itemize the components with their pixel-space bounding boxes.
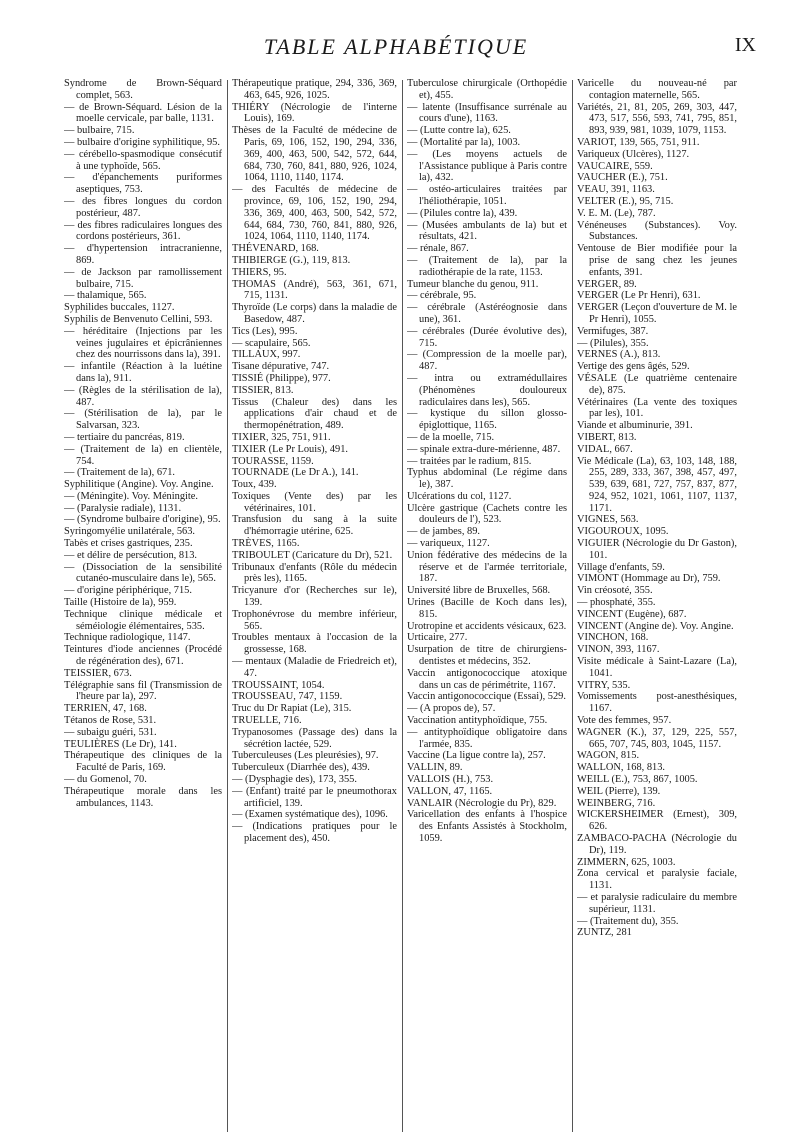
index-entry: Taille (Histoire de la), 959. bbox=[64, 597, 177, 609]
index-entry: VEAU, 391, 1163. bbox=[577, 184, 655, 196]
index-entry: Tissus (Chaleur des) dans les applications d'air chaud et de thermopénétration, 489. bbox=[232, 396, 397, 432]
index-entry: TERRIEN, 47, 168. bbox=[64, 703, 147, 715]
index-entry: — et paralysie radiculaire du membre supérieur, 1131. bbox=[577, 891, 737, 915]
index-entry: — (Mortalité par la), 1003. bbox=[407, 136, 521, 148]
index-entry: TROUSSAINT, 1054. bbox=[232, 679, 325, 691]
index-entry: TIXIER, 325, 751, 911. bbox=[232, 431, 331, 443]
index-entry: — des Facultés de médecine de province, 69, 106, 152, 190, 294, 336, 369, 400, 463, 500, 542, 572, 644, 684, 730, 760, 841, 880, 926, 1024, 1064, 1110, 1140, 1174. bbox=[232, 184, 397, 243]
page-header bbox=[64, 30, 756, 70]
index-entry: — (Examen systématique des), 1096. bbox=[232, 809, 388, 821]
index-entry: — (Musées ambulants de la) but et résultats, 421. bbox=[407, 219, 567, 243]
index-entry: VALLIN, 89. bbox=[407, 762, 463, 774]
index-entry: — bulbaire d'origine syphilitique, 95. bbox=[64, 136, 220, 148]
index-entry: Université libre de Bruxelles, 568. bbox=[407, 585, 551, 597]
index-entry: Vin créosoté, 355. bbox=[577, 585, 653, 597]
index-entry: Ulcérations du col, 1127. bbox=[407, 490, 512, 502]
index-entry: Tuberculeux (Diarrhée des), 439. bbox=[232, 762, 370, 774]
index-entry: V. E. M. (Le), 787. bbox=[577, 207, 656, 219]
index-entry: — de jambes, 89. bbox=[407, 526, 481, 538]
index-entry: — d'épanchements puriformes aseptiques, 753. bbox=[64, 172, 222, 196]
index-entry: Thyroïde (Le corps) dans la maladie de Basedow, 487. bbox=[232, 302, 397, 325]
index-column-1 bbox=[64, 78, 222, 1138]
index-entry: Urines (Bacille de Koch dans les), 815. bbox=[407, 597, 567, 620]
index-entry: Ventouse de Bier modifiée pour la prise de sang chez les jeunes enfants, 391. bbox=[577, 243, 737, 278]
index-entry: — (Pilules contre la), 439. bbox=[407, 207, 518, 219]
index-entry: — cérébrales (Durée évolutive des), 715. bbox=[407, 325, 567, 349]
index-entry: VARIOT, 139, 565, 751, 911. bbox=[577, 136, 700, 148]
index-entry: Visite médicale à Saint-Lazare (La), 1041. bbox=[577, 656, 737, 679]
index-entry: TISSIER, 813. bbox=[232, 384, 294, 396]
index-entry: Syphilis de Benvenuto Cellini, 593. bbox=[64, 313, 213, 325]
index-entry: THÉVENARD, 168. bbox=[232, 243, 319, 255]
index-entry: Variqueux (Ulcères), 1127. bbox=[577, 148, 690, 160]
index-entry: — scapulaire, 565. bbox=[232, 337, 311, 349]
index-entry: — de la moelle, 715. bbox=[407, 431, 495, 443]
index-entry: Vétérinaires (La vente des toxiques par les), 101. bbox=[577, 396, 737, 420]
index-entry: Transfusion du sang à la suite d'hémorragie utérine, 625. bbox=[232, 514, 397, 538]
index-entry: Tricyanure d'or (Recherches sur le), 139. bbox=[232, 585, 397, 609]
index-entry: — de Brown-Séquard. Lésion de la moelle cervicale, par balle, 1131. bbox=[64, 101, 222, 125]
index-entry: WEILL (E.), 753, 867, 1005. bbox=[577, 774, 698, 786]
index-entry: Syphilitique (Angine). Voy. Angine. bbox=[64, 479, 214, 491]
index-entry: Trypanosomes (Passage des) dans la sécrétion lactée, 529. bbox=[232, 726, 397, 750]
index-entry: Teintures d'iode anciennes (Procédé de régénération des), 671. bbox=[64, 644, 222, 668]
index-entry: Télégraphie sans fil (Transmission de l'heure par la), 297. bbox=[64, 679, 222, 703]
index-entry: Technique radiologique, 1147. bbox=[64, 632, 191, 644]
index-entry: VIGUIER (Nécrologie du Dr Gaston), 101. bbox=[577, 538, 737, 561]
index-entry: WAGNER (K.), 37, 129, 225, 557, 665, 707, 745, 803, 1045, 1157. bbox=[577, 726, 737, 750]
index-entry: THOMAS (André), 563, 361, 671, 715, 1131. bbox=[232, 278, 397, 302]
index-entry: Vote des femmes, 957. bbox=[577, 715, 672, 727]
index-entry: — traitées par le radium, 815. bbox=[407, 455, 532, 467]
index-entry: Troubles mentaux à l'occasion de la grossesse, 168. bbox=[232, 632, 397, 656]
index-entry: — (Paralysie radiale), 1131. bbox=[64, 502, 182, 514]
index-entry: TEISSIER, 673. bbox=[64, 667, 132, 679]
index-entry: Vaccination antityphoïdique, 755. bbox=[407, 715, 548, 727]
index-entry: Varicellation des enfants à l'hospice des Enfants Assistés à Stockholm, 1059. bbox=[407, 809, 567, 844]
index-column-4 bbox=[577, 78, 737, 1138]
column-rule bbox=[402, 80, 403, 1132]
index-entry: — (Lutte contre la), 625. bbox=[407, 125, 511, 137]
index-entry: Vaccin antigonococcique atoxique dans un cas de périmétrite, 1167. bbox=[407, 667, 567, 691]
index-entry: — ostéo-articulaires traitées par l'héliothérapie, 1051. bbox=[407, 184, 567, 207]
index-entry: TROUSSEAU, 747, 1159. bbox=[232, 691, 343, 703]
index-entry: — (Dysphagie des), 173, 355. bbox=[232, 774, 357, 786]
index-entry: — (Règles de la stérilisation de la), 487. bbox=[64, 384, 222, 408]
index-entry: TRUELLE, 716. bbox=[232, 715, 302, 727]
index-entry: VANLAIR (Nécrologie du Pr), 829. bbox=[407, 797, 557, 809]
index-entry: — et délire de persécution, 813. bbox=[64, 549, 198, 561]
index-entry: VAUCAIRE, 559. bbox=[577, 160, 653, 172]
index-entry: VÉSALE (Le quatrième centenaire de), 875. bbox=[577, 372, 737, 396]
index-entry: TIXIER (Le Pr Louis), 491. bbox=[232, 443, 349, 455]
index-entry: WALLON, 168, 813. bbox=[577, 762, 666, 774]
index-entry: Vie Médicale (La), 63, 103, 148, 188, 255, 289, 333, 367, 398, 457, 497, 539, 639, 681, 727, 757, 837, 877, 924, 952, 1021, 1061, 1107, 1137, 1171. bbox=[577, 455, 737, 514]
index-entry: Toxiques (Vente des) par les vétérinaires, 101. bbox=[232, 490, 397, 514]
index-entry: — (Traitement de la) en clientèle, 754. bbox=[64, 443, 222, 467]
index-column-2 bbox=[232, 78, 397, 1138]
index-entry: — (Traitement de la), 671. bbox=[64, 467, 176, 479]
index-entry: Syringomyélie unilatérale, 563. bbox=[64, 526, 196, 538]
index-entry: Toux, 439. bbox=[232, 479, 277, 491]
index-entry: — intra ou extramédullaires (Phénomènes douloureux radiculaires dans les), 565. bbox=[407, 372, 567, 408]
index-entry: VIBERT, 813. bbox=[577, 431, 637, 443]
page-number: IX bbox=[734, 34, 756, 56]
index-entry: — de Jackson par ramollissement bulbaire, 715. bbox=[64, 266, 222, 290]
index-entry: — variqueux, 1127. bbox=[407, 538, 490, 550]
index-entry: — (Traitement du), 355. bbox=[577, 915, 679, 927]
index-column-3 bbox=[407, 78, 567, 1138]
index-entry: VELTER (E.), 95, 715. bbox=[577, 195, 674, 207]
index-entry: TOURASSE, 1159. bbox=[232, 455, 314, 467]
index-entry: — antityphoïdique obligatoire dans l'armée, 835. bbox=[407, 726, 567, 750]
index-entry: Tétanos de Rose, 531. bbox=[64, 715, 157, 727]
index-entry: ZAMBACO-PACHA (Nécrologie du Dr), 119. bbox=[577, 833, 737, 856]
index-entry: THIERS, 95. bbox=[232, 266, 287, 278]
index-entry: Typhus abdominal (Le régime dans le), 387. bbox=[407, 467, 567, 491]
index-entry: — spinale extra-dure-mérienne, 487. bbox=[407, 443, 561, 455]
index-entry: WAGON, 815. bbox=[577, 750, 640, 762]
index-entry: VINCHON, 168. bbox=[577, 632, 649, 644]
index-entry: Syphilides buccales, 1127. bbox=[64, 302, 175, 314]
index-entry: TOURNADE (Le Dr A.), 141. bbox=[232, 467, 359, 479]
index-entry: — mentaux (Maladie de Friedreich et), 47. bbox=[232, 656, 397, 679]
index-entry: Ulcère gastrique (Cachets contre les douleurs de l'), 523. bbox=[407, 502, 567, 526]
index-entry: — tertiaire du pancréas, 819. bbox=[64, 431, 185, 443]
index-entry: Thérapeutique des cliniques de la Faculté de Paris, 169. bbox=[64, 750, 222, 774]
index-entry: — (Enfant) traité par le pneumothorax artificiel, 139. bbox=[232, 785, 397, 809]
index-entry: Tribunaux d'enfants (Rôle du médecin près les), 1165. bbox=[232, 561, 397, 585]
index-entry: Usurpation de titre de chirurgiens-dentistes et médecins, 352. bbox=[407, 644, 567, 668]
index-entry: Truc du Dr Rapiat (Le), 315. bbox=[232, 703, 352, 715]
index-entry: ZUNTZ, 281 bbox=[577, 927, 632, 939]
index-entry: VALLON, 47, 1165. bbox=[407, 785, 493, 797]
index-entry: — infantile (Réaction à la luétine dans la), 911. bbox=[64, 361, 222, 384]
index-entry: — kystique du sillon glosso-épiglottique, 1165. bbox=[407, 408, 567, 432]
index-entry: — thalamique, 565. bbox=[64, 290, 147, 302]
index-entry: Urticaire, 277. bbox=[407, 632, 468, 644]
index-entry: Vertige des gens âgés, 529. bbox=[577, 361, 690, 373]
index-entry: — (Syndrome bulbaire d'origine), 95. bbox=[64, 514, 221, 526]
index-entry: Tabès et crises gastriques, 235. bbox=[64, 538, 193, 550]
index-entry: Thèses de la Faculté de médecine de Paris, 69, 106, 152, 190, 294, 336, 369, 400, 463, 500, 542, 572, 644, 684, 730, 760, 841, 880, 926, 1024, 1064, 1110, 1140, 1174. bbox=[232, 125, 397, 184]
index-entry: THIÉRY (Nécrologie de l'interne Louis), 169. bbox=[232, 101, 397, 125]
index-entry: TRÈVES, 1165. bbox=[232, 538, 300, 550]
index-entry: — cérébrale (Astéréognosie dans une), 361. bbox=[407, 302, 567, 325]
index-entry: Tisane dépurative, 747. bbox=[232, 361, 330, 373]
index-entry: VERGER, 89. bbox=[577, 278, 637, 290]
index-entry: VIGNES, 563. bbox=[577, 514, 639, 526]
index-entry: VIMONT (Hommage au Dr), 759. bbox=[577, 573, 721, 585]
index-entry: TILLAUX, 997. bbox=[232, 349, 301, 361]
index-entry: Vermifuges, 387. bbox=[577, 325, 649, 337]
index-entry: — phosphaté, 355. bbox=[577, 597, 656, 609]
index-entry: WEIL (Pierre), 139. bbox=[577, 785, 661, 797]
index-entry: VERGER (Le Pr Henri), 631. bbox=[577, 290, 701, 302]
index-entry: — (Les moyens actuels de l'Assistance publique à Paris contre la), 432. bbox=[407, 148, 567, 184]
index-entry: VINCENT (Angine de). Voy. Angine. bbox=[577, 620, 734, 632]
index-entry: — latente (Insuffisance surrénale au cours d'une), 1163. bbox=[407, 101, 567, 125]
index-entry: — (Indications pratiques pour le placement des), 450. bbox=[232, 821, 397, 844]
index-entry: — bulbaire, 715. bbox=[64, 125, 135, 137]
index-entry: — des fibres radiculaires longues des cordons postérieurs, 361. bbox=[64, 219, 222, 243]
index-entry: Syndrome de Brown-Séquard complet, 563. bbox=[64, 78, 222, 101]
index-entry: — (Stérilisation de la), par le Salvarsan, 323. bbox=[64, 408, 222, 432]
index-entry: — du Gomenol, 70. bbox=[64, 774, 147, 786]
index-entry: Variétés, 21, 81, 205, 269, 303, 447, 473, 517, 556, 593, 741, 795, 851, 893, 939, 981, 1039, 1079, 1153. bbox=[577, 101, 737, 137]
index-entry: Tics (Les), 995. bbox=[232, 325, 298, 337]
index-entry: ZIMMERN, 625, 1003. bbox=[577, 856, 676, 868]
column-rule bbox=[572, 80, 573, 1132]
index-entry: — (Pilules), 355. bbox=[577, 337, 649, 349]
index-entry: Vomissements post-anesthésiques, 1167. bbox=[577, 691, 737, 715]
index-entry: Technique clinique médicale et séméiologie élémentaires, 535. bbox=[64, 608, 222, 632]
index-entry: Vaccine (La ligue contre la), 257. bbox=[407, 750, 546, 762]
index-entry: Union fédérative des médecins de la réserve et de l'armée territoriale, 187. bbox=[407, 549, 567, 585]
index-entry: — (Dissociation de la sensibilité cutanéo-musculaire dans le), 565. bbox=[64, 561, 222, 585]
index-entry: Viande et albuminurie, 391. bbox=[577, 420, 693, 432]
index-entry: TISSIÉ (Philippe), 977. bbox=[232, 372, 331, 384]
index-entry: — héréditaire (Injections par les veines jugulaires et épicrâniennes chez des nourrissons dans la), 391. bbox=[64, 325, 222, 361]
index-entry: — d'hypertension intracranienne, 869. bbox=[64, 243, 222, 266]
index-entry: — des fibres longues du cordon postérieur, 487. bbox=[64, 195, 222, 219]
index-entry: — (Compression de la moelle par), 487. bbox=[407, 349, 567, 373]
column-rule bbox=[227, 80, 228, 1132]
index-entry: VERGER (Leçon d'ouverture de M. le Pr Henri), 1055. bbox=[577, 302, 737, 325]
index-entry: — d'origine périphérique, 715. bbox=[64, 585, 192, 597]
index-entry: Thérapeutique pratique, 294, 336, 369, 463, 645, 926, 1025. bbox=[232, 78, 397, 101]
index-entry: VINCENT (Eugène), 687. bbox=[577, 608, 687, 620]
index-entry: THIBIERGE (G.), 119, 813. bbox=[232, 254, 351, 266]
index-entry: Village d'enfants, 59. bbox=[577, 561, 665, 573]
index-entry: VITRY, 535. bbox=[577, 679, 631, 691]
index-columns bbox=[64, 78, 776, 1138]
index-entry: — subaigu guéri, 531. bbox=[64, 726, 157, 738]
index-entry: — (Méningite). Voy. Méningite. bbox=[64, 490, 199, 502]
index-entry: Tuberculose chirurgicale (Orthopédie et), 455. bbox=[407, 78, 567, 101]
index-entry: Varicelle du nouveau-né par contagion maternelle, 565. bbox=[577, 78, 737, 101]
index-entry: Vénéneuses (Substances). Voy. Substances. bbox=[577, 219, 737, 243]
index-entry: Zona cervical et paralysie faciale, 1131. bbox=[577, 868, 737, 892]
index-entry: — (A propos de), 57. bbox=[407, 703, 496, 715]
page-title: TABLE ALPHABÉTIQUE bbox=[263, 34, 529, 59]
index-entry: Urotropine et accidents vésicaux, 623. bbox=[407, 620, 567, 632]
index-entry: VIDAL, 667. bbox=[577, 443, 633, 455]
index-entry: VINON, 393, 1167. bbox=[577, 644, 660, 656]
index-entry: TRIBOULET (Caricature du Dr), 521. bbox=[232, 549, 393, 561]
index-entry: — cérébello-spasmodique consécutif à une typhoïde, 565. bbox=[64, 148, 222, 172]
index-entry: Tuberculeuses (Les pleurésies), 97. bbox=[232, 750, 379, 762]
index-entry: Trophonévrose du membre inférieur, 565. bbox=[232, 608, 397, 632]
index-entry: Tumeur blanche du genou, 911. bbox=[407, 278, 539, 290]
index-entry: — (Traitement de la), par la radiothérapie de la rate, 1153. bbox=[407, 254, 567, 278]
index-entry: Thérapeutique morale dans les ambulances, 1143. bbox=[64, 785, 222, 809]
index-entry: VAUCHER (E.), 751. bbox=[577, 172, 668, 184]
index-entry: VALLOIS (H.), 753. bbox=[407, 774, 494, 786]
index-entry: VIGOUROUX, 1095. bbox=[577, 526, 669, 538]
index-entry: VERNES (A.), 813. bbox=[577, 349, 661, 361]
index-entry: — rénale, 867. bbox=[407, 243, 469, 255]
index-entry: Vaccin antigonococcique (Essai), 529. bbox=[407, 691, 566, 703]
index-entry: TEULIÈRES (Le Dr), 141. bbox=[64, 738, 177, 750]
index-entry: — cérébrale, 95. bbox=[407, 290, 477, 302]
index-entry: WICKERSHEIMER (Ernest), 309, 626. bbox=[577, 809, 737, 833]
index-entry: WEINBERG, 716. bbox=[577, 797, 656, 809]
